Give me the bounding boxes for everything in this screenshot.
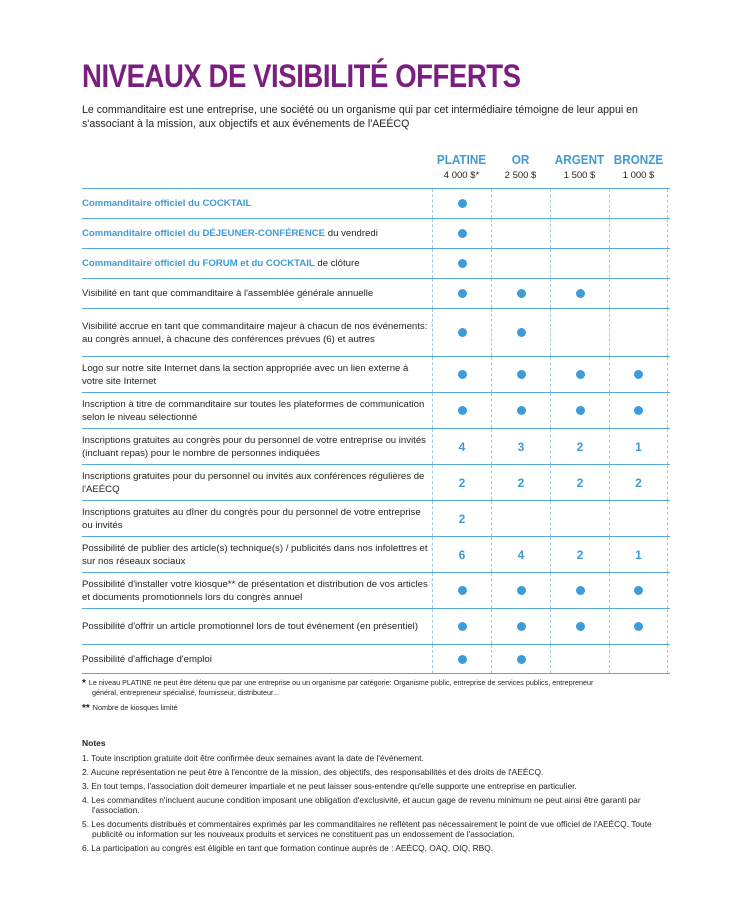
benefit-label <box>82 468 432 498</box>
included-dot-icon <box>634 622 643 631</box>
benefit-label <box>82 618 432 635</box>
included-dot-icon <box>517 655 526 664</box>
cell-argent <box>550 309 609 356</box>
cell-platine <box>432 501 491 536</box>
benefit-text: de clôture <box>314 258 360 269</box>
cell-argent <box>550 465 609 500</box>
quantity-value: 4 <box>458 439 466 454</box>
cell-or <box>491 393 550 428</box>
included-dot-icon <box>576 406 585 415</box>
included-dot-icon <box>517 328 526 337</box>
cell-or <box>491 219 550 248</box>
cell-platine <box>432 609 491 644</box>
cell-argent <box>550 279 609 308</box>
included-dot-icon <box>458 586 467 595</box>
benefit-text: Visibilité accrue en tant que commanditaire majeur à chacun de nos événements: au congrès annuel, à chacune des conférences prévues (6) et autres <box>82 320 428 345</box>
table-row <box>82 218 670 248</box>
cell-bronze <box>609 609 668 644</box>
cell-or <box>491 645 550 673</box>
table-row <box>82 308 670 356</box>
benefit-label <box>82 540 432 570</box>
benefit-label <box>82 504 432 534</box>
cell-bronze <box>609 309 668 356</box>
table-row <box>82 500 670 536</box>
benefit-label <box>82 255 432 272</box>
footnote-text: Nombre de kiosques limité <box>92 703 178 712</box>
cell-argent <box>550 393 609 428</box>
cell-platine <box>432 279 491 308</box>
included-dot-icon <box>576 370 585 379</box>
benefit-label <box>82 651 432 668</box>
included-dot-icon <box>634 370 643 379</box>
page-title: NIVEAUX DE VISIBILITÉ OFFERTS <box>82 58 521 94</box>
included-dot-icon <box>458 289 467 298</box>
footnote-mark: ** <box>82 703 90 714</box>
benefit-label <box>82 318 432 348</box>
cell-argent <box>550 189 609 218</box>
quantity-value: 2 <box>517 475 525 490</box>
benefit-label <box>82 432 432 462</box>
quantity-value: 2 <box>576 439 584 454</box>
tier-or-header <box>491 152 550 181</box>
cell-argent <box>550 573 609 608</box>
footnote-mark: * <box>82 678 86 689</box>
cell-bronze <box>609 279 668 308</box>
quantity-value: 2 <box>458 475 466 490</box>
tier-name: ARGENT <box>554 152 605 167</box>
tier-name: OR <box>511 152 530 167</box>
table-row <box>82 608 670 644</box>
cell-bronze <box>609 573 668 608</box>
tier-price: 4 000 $* <box>443 170 480 181</box>
cell-platine <box>432 249 491 278</box>
cell-bronze <box>609 645 668 673</box>
cell-platine <box>432 429 491 464</box>
table-row <box>82 356 670 392</box>
cell-argent <box>550 645 609 673</box>
tier-price: 1 000 $ <box>622 170 655 181</box>
cell-or <box>491 429 550 464</box>
quantity-value: 1 <box>635 439 642 454</box>
cell-platine <box>432 189 491 218</box>
cell-argent <box>550 219 609 248</box>
note-item: 5. Les documents distribués et commentaires exprimés par les commanditaires ne reflètent pas nécessairement le point de vue officiel de l'AEÉCQ. Toute publicité ou information sur les nouveaux produits et services ne constituent pas un endossement de l'association. <box>82 818 652 840</box>
included-dot-icon <box>458 622 467 631</box>
table-row <box>82 428 670 464</box>
benefit-text: du vendredi <box>325 228 378 239</box>
included-dot-icon <box>458 655 467 664</box>
table-row <box>82 248 670 278</box>
table-row <box>82 536 670 572</box>
tier-price: 2 500 $ <box>504 170 537 181</box>
included-dot-icon <box>458 229 467 238</box>
tier-name: PLATINE <box>436 152 487 167</box>
cell-argent <box>550 501 609 536</box>
benefit-text: Possibilité de publier des article(s) technique(s) / publicités dans nos infolettres et sur nos réseaux sociaux <box>82 542 428 567</box>
table-body <box>82 188 670 674</box>
cell-platine <box>432 357 491 392</box>
cell-or <box>491 309 550 356</box>
cell-bronze <box>609 393 668 428</box>
notes-heading: Notes <box>82 738 106 748</box>
cell-argent <box>550 537 609 572</box>
table-row <box>82 188 670 218</box>
cell-argent <box>550 609 609 644</box>
cell-platine <box>432 219 491 248</box>
included-dot-icon <box>576 586 585 595</box>
cell-argent <box>550 249 609 278</box>
quantity-value: 3 <box>517 439 525 454</box>
benefit-label <box>82 396 432 426</box>
included-dot-icon <box>517 622 526 631</box>
footnote-platine <box>82 678 682 697</box>
quantity-value: 2 <box>458 511 466 526</box>
cell-platine <box>432 537 491 572</box>
table-header <box>82 152 670 188</box>
cell-argent <box>550 357 609 392</box>
included-dot-icon <box>458 406 467 415</box>
cell-platine <box>432 465 491 500</box>
tier-argent-header <box>550 152 609 181</box>
tier-price: 1 500 $ <box>563 170 596 181</box>
table-row <box>82 572 670 608</box>
table-row <box>82 278 670 308</box>
benefit-text: Inscriptions gratuites au congrès pour du personnel de votre entreprise ou invités (incluant repas) pour le nombre de personnes indiquées <box>82 434 426 459</box>
included-dot-icon <box>576 622 585 631</box>
cell-or <box>491 501 550 536</box>
cell-bronze <box>609 357 668 392</box>
quantity-value: 2 <box>635 475 642 490</box>
included-dot-icon <box>517 289 526 298</box>
cell-platine <box>432 573 491 608</box>
quantity-value: 1 <box>635 547 642 562</box>
benefit-label <box>82 195 432 212</box>
benefit-text: Possibilité d'offrir un article promotionnel lors de tout événement (en présentiel) <box>82 621 419 632</box>
note-item: 2. Aucune représentation ne peut être à l'encontre de la mission, des objectifs, des responsabilités et des droits de l'AEÉCQ. <box>82 766 544 777</box>
cell-or <box>491 279 550 308</box>
cell-bronze <box>609 465 668 500</box>
quantity-value: 6 <box>458 547 466 562</box>
tier-name: BRONZE <box>613 152 664 167</box>
cell-or <box>491 573 550 608</box>
benefit-highlight: Commanditaire officiel du COCKTAIL <box>82 198 252 209</box>
footnote-text-continued: général, entrepreneur spécialisé, fournisseur, distributeur... <box>92 688 279 697</box>
table-row <box>82 644 670 674</box>
tier-bronze-header <box>609 152 668 181</box>
cell-or <box>491 537 550 572</box>
cell-bronze <box>609 249 668 278</box>
included-dot-icon <box>517 406 526 415</box>
cell-bronze <box>609 501 668 536</box>
benefit-highlight: Commanditaire officiel du FORUM et du COCKTAIL <box>82 258 315 269</box>
note-item: 4. Les commandites n'incluent aucune condition imposant une obligation d'exclusivité, et aucun gage de revenu minimum ne peut ainsi être garanti par l'association. <box>82 794 641 815</box>
benefit-label <box>82 225 432 242</box>
cell-platine <box>432 645 491 673</box>
cell-platine <box>432 393 491 428</box>
cell-platine <box>432 309 491 356</box>
included-dot-icon <box>576 289 585 298</box>
included-dot-icon <box>634 406 643 415</box>
table-row <box>82 464 670 500</box>
benefit-label <box>82 360 432 390</box>
included-dot-icon <box>458 259 467 268</box>
benefit-text: Possibilité d'affichage d'emploi <box>82 653 212 665</box>
table-row <box>82 392 670 428</box>
benefit-text: Inscription à titre de commanditaire sur toutes les plateformes de communication selon le niveau sélectionné <box>82 398 425 423</box>
note-item: 6. La participation au congrès est éligible en tant que formation continue auprès de : AEÉCQ, OAQ, OIQ, RBQ. <box>82 843 494 854</box>
included-dot-icon <box>634 586 643 595</box>
benefit-label <box>82 285 432 302</box>
notes-list <box>82 753 674 857</box>
benefit-text: Inscriptions gratuites pour du personnel ou invités aux conférences régulières de l'AEÉCQ <box>82 470 425 495</box>
cell-or <box>491 465 550 500</box>
cell-bronze <box>609 537 668 572</box>
sponsorship-table <box>82 152 670 674</box>
quantity-value: 2 <box>576 547 584 562</box>
benefit-text: Inscriptions gratuites au dîner du congrès pour du personnel de votre entreprise ou invités <box>82 506 421 531</box>
included-dot-icon <box>517 586 526 595</box>
cell-bronze <box>609 219 668 248</box>
benefit-text: Possibilité d'installer votre kiosque** de présentation et distribution de vos articles et documents promotionnels lors du congrès annuel <box>82 578 428 603</box>
benefit-label <box>82 576 432 606</box>
benefit-text: Logo sur notre site Internet dans la section appropriée avec un lien externe à votre site Internet <box>82 362 409 387</box>
cell-bronze <box>609 429 668 464</box>
footnote-kiosques <box>82 703 682 713</box>
cell-or <box>491 609 550 644</box>
benefit-highlight: Commanditaire officiel du DÉJEUNER-CONFÉRENCE <box>82 228 326 239</box>
cell-or <box>491 249 550 278</box>
included-dot-icon <box>458 370 467 379</box>
note-item: 1. Toute inscription gratuite doit être confirmée deux semaines avant la date de l'événement. <box>82 753 424 763</box>
tier-platine-header <box>432 152 491 181</box>
quantity-value: 4 <box>517 547 525 562</box>
included-dot-icon <box>458 328 467 337</box>
note-item: 3. En tout temps, l'association doit demeurer impartiale et ne peut laisser sous-entendre qu'elle supporte une entreprise en particulier. <box>82 780 577 791</box>
cell-argent <box>550 429 609 464</box>
footnote-text: Le niveau PLATINE ne peut être détenu que par une entreprise ou un organisme par catégorie: Organisme public, entreprise de services publics, entrepreneur <box>88 678 594 687</box>
cell-bronze <box>609 189 668 218</box>
included-dot-icon <box>517 370 526 379</box>
cell-or <box>491 357 550 392</box>
benefit-text: Visibilité en tant que commanditaire à l'assemblée générale annuelle <box>82 288 374 299</box>
cell-or <box>491 189 550 218</box>
included-dot-icon <box>458 199 467 208</box>
quantity-value: 2 <box>576 475 584 490</box>
intro-paragraph: Le commanditaire est une entreprise, une société ou un organisme qui par cet intermédiaire témoigne de leur appui en s'associant à la mission, aux objectifs et aux événements de l'AEÉCQ <box>82 104 638 130</box>
